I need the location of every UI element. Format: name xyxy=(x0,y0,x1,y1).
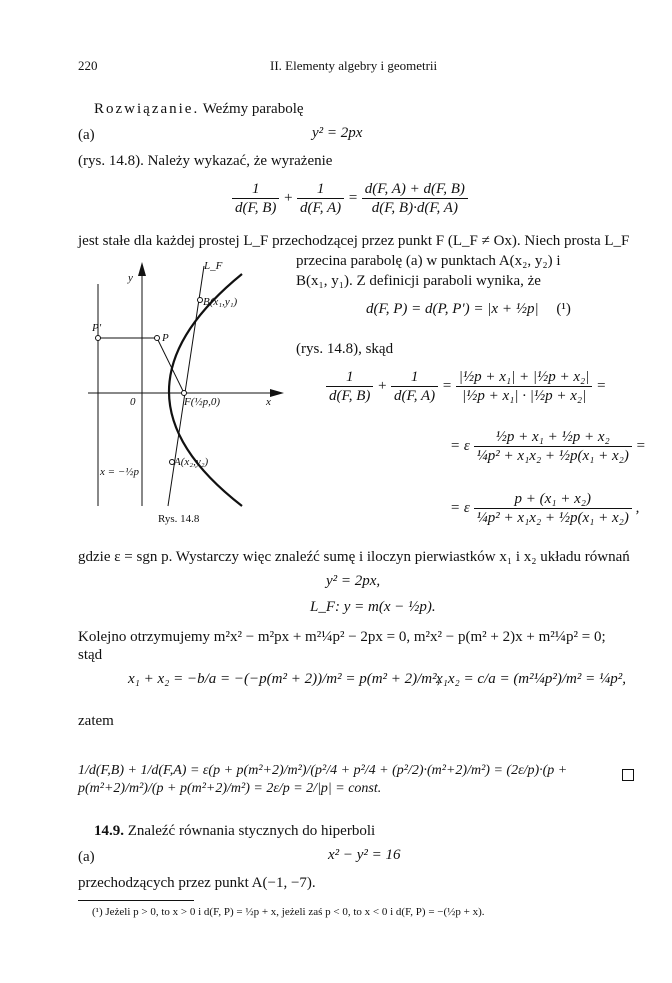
expression-fraction-sum: $\frac{1}{d(F, B)}$ + $\frac{1}{d(F, A)}$ = $\frac{d(F, A) + d(F, B)}{d(F, B)\cdot d(F, A)}$ xyxy=(232,180,468,217)
exercise-text: Znaleźć równania stycznych do hiperboli xyxy=(127,823,376,839)
footnote-rule xyxy=(78,900,194,901)
solution-label: Rozwiązanie. xyxy=(94,101,200,117)
system-equation-2: L_F: y = m(x − ½p). xyxy=(310,599,436,615)
hyperbola-equation: x² − y² = 16 xyxy=(328,847,401,863)
point-b xyxy=(198,298,203,303)
label-line-lf: L_F xyxy=(204,260,223,272)
step2-equation: = ε $\frac{\text{½p + x₁ + ½p + x₂}}{\text{¼p² + x₁x₂ + ½p(x₁ + x₂)}}$ = xyxy=(450,429,646,464)
label-y-axis: y xyxy=(128,272,133,284)
fraction: $\frac{d(F, A) + d(F, B)}{d(F, B)\cdot d(F, A)}$ xyxy=(362,180,468,217)
equation-tag-a: (a) xyxy=(78,127,95,143)
footnote-marker: (¹) xyxy=(556,301,571,317)
footnote-text: (¹) Jeżeli p > 0, to x > 0 i d(F, P) = ½p + x, jeżeli zaś p < 0, to x < 0 i d(F, P) = −(½p + x). xyxy=(92,906,485,918)
point-f xyxy=(182,391,187,396)
label-directrix: x = −½p xyxy=(100,466,139,478)
label-point-f: F(½p,0) xyxy=(184,396,221,408)
step3-equation: = ε $\frac{\text{p + (x₁ + x₂)}}{\text{¼p² + x₁x₂ + ½p(x₁ + x₂)}}$ , xyxy=(450,491,640,526)
fraction: $\frac{\text{½p + x₁ + ½p + x₂}}{\text{¼p² + x₁x₂ + ½p(x₁ + x₂)}}$ xyxy=(474,428,632,465)
label-point-p-prime: P′ xyxy=(92,322,102,334)
text-line: (rys. 14.8). Należy wykazać, że wyrażenie xyxy=(78,153,333,169)
text-line: zatem xyxy=(78,713,114,729)
x-axis-arrow-icon xyxy=(270,389,284,397)
solution-intro-text: Weźmy parabolę xyxy=(202,101,304,117)
step1-equation: $\frac{1}{d(F, B)}$ + $\frac{1}{d(F, A)}$ = $\frac{\text{|½p + x₁| + |½p + x₂|}}{\text{|½p + x₁| · |½p + x₂|}}$ = xyxy=(326,368,606,405)
text-line: Kolejno otrzymujemy m²x² − m²px + m²¼p² − 2px = 0, m²x² − p(m² + 2)x + m²¼p² = 0; xyxy=(78,629,606,645)
text-line: (rys. 14.8), skąd xyxy=(296,341,394,357)
fraction: $\frac{1}{d(F, A)}$ xyxy=(391,368,438,405)
distance-definition-equation: d(F, P) = d(P, P′) = |x + ½p| (¹) xyxy=(366,301,571,317)
y-axis-arrow-icon xyxy=(138,262,146,276)
fraction: $\frac{\text{|½p + x₁| + |½p + x₂|}}{\text{|½p + x₁| · |½p + x₂|}}$ xyxy=(456,368,593,405)
exercise-equation-tag: (a) xyxy=(78,849,95,865)
system-equation-1: y² = 2px, xyxy=(326,573,381,589)
fraction: $\frac{1}{d(F, A)}$ xyxy=(297,180,344,217)
text-line: przechodzących przez punkt A(−1, −7). xyxy=(78,875,316,891)
figure-caption: Rys. 14.8 xyxy=(158,513,200,525)
text-line: jest stałe dla każdej prostej L_F przechodzącej przez punkt F (L_F ≠ Ox). Niech prosta L_F xyxy=(78,233,630,249)
exercise-line xyxy=(94,822,375,840)
product-of-roots-equation: x₁x₂ = c/a = (m²¼p²)/m² = ¼p², xyxy=(436,671,626,687)
sum-of-roots-equation: x₁ + x₂ = −b/a = −(−p(m² + 2))/m² = p(m² + 2)/m², xyxy=(128,671,441,687)
solution-intro-line xyxy=(94,100,304,118)
text-line: stąd xyxy=(78,647,103,663)
final-equation: 1/d(F,B) + 1/d(F,A) = ε(p + p(m²+2)/m²)/(p²/4 + p²/4 + (p²/2)·(m²+2)/m²) = (2ε/p)·(p + p(m²+2)/m²)/(p + p(m²+2)/m²) = 2ε/p = 2/|p| = const. xyxy=(78,763,568,796)
fraction: $\frac{1}{d(F, B)}$ xyxy=(232,180,279,217)
text-line: przecina parabolę (a) w punktach A(x₂, y₂) i xyxy=(296,253,561,269)
page-number: 220 xyxy=(78,58,98,73)
exercise-number: 14.9. xyxy=(94,823,124,839)
running-title: II. Elementy algebry i geometrii xyxy=(270,58,438,73)
label-origin: 0 xyxy=(130,396,136,408)
fraction: $\frac{\text{p + (x₁ + x₂)}}{\text{¼p² + x₁x₂ + ½p(x₁ + x₂)}}$ xyxy=(474,490,632,527)
label-point-a: A(x₂,y₂) xyxy=(174,456,209,468)
label-x-axis: x xyxy=(266,396,271,408)
label-point-b: B(x₁,y₁) xyxy=(203,296,238,308)
point-p xyxy=(155,336,160,341)
end-of-proof-icon xyxy=(622,766,634,784)
label-point-p: P xyxy=(162,332,169,344)
text-line: B(x₁, y₁). Z definicji paraboli wynika, że xyxy=(296,273,541,289)
text-line: gdzie ε = sgn p. Wystarczy więc znaleźć sumę i iloczyn pierwiastków x₁ i x₂ układu równań xyxy=(78,549,630,565)
fraction: $\frac{1}{d(F, B)}$ xyxy=(326,368,373,405)
parabola-equation: y² = 2px xyxy=(312,125,363,141)
point-p-prime xyxy=(96,336,101,341)
